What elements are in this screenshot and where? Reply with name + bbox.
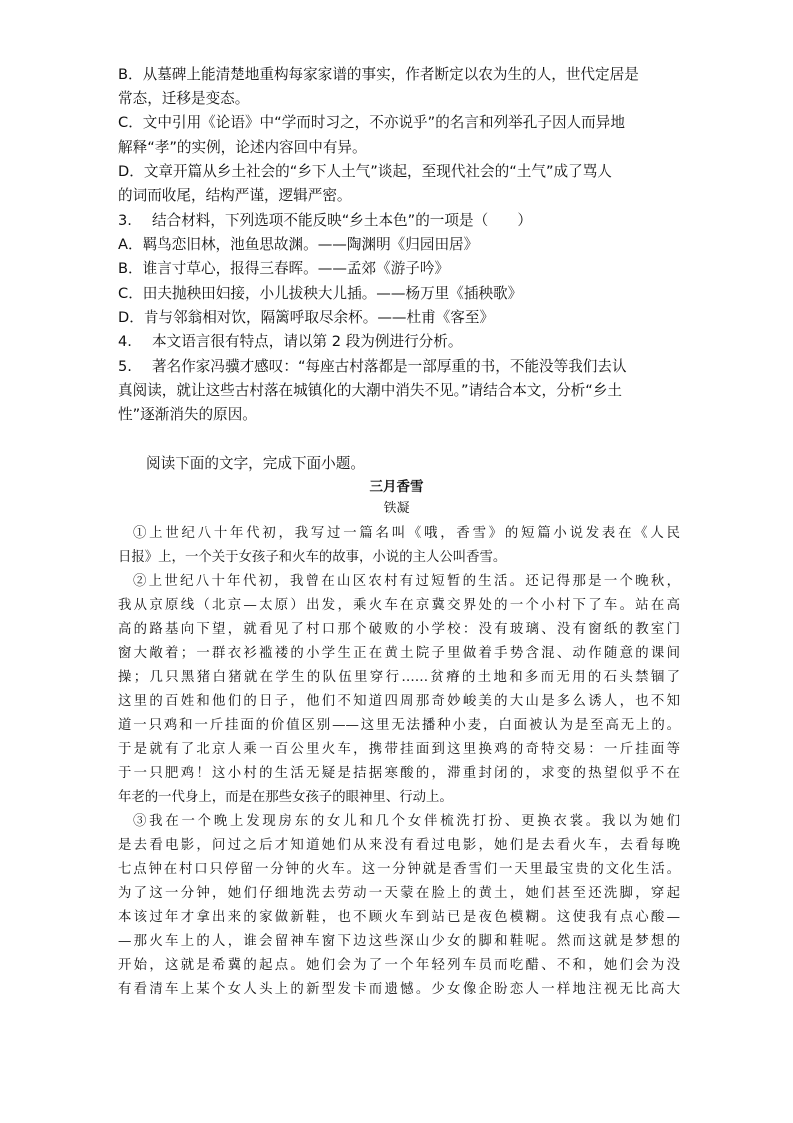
q2-option-c-line2: 解释“孝”的实例，论述内容回中有异。 (118, 139, 367, 156)
para2-line7: 道一只鸡和一斤挂面的价值区别——这里无法播种小麦，白面被认为是至高无上的。 (118, 718, 680, 733)
para2-line8: 于是就有了北京人乘一百公里火车，携带挂面到这里换鸡的奇特交易：一斤挂面等 (118, 742, 680, 757)
q5-line1 (118, 356, 627, 378)
q4-stem-text: 本文语言很有特点，请以第 2 段为例进行分析。 (152, 333, 463, 350)
para2-line2: 我从京原线（北京—太原）出发，乘火车在京冀交界处的一个小村下了车。站在高 (118, 598, 680, 613)
q2-option-d-line1: D．文章开篇从乡土社会的“乡下人土气”谈起，至现代社会的“土气”成了骂人 (118, 163, 612, 180)
para2-line5: 操；几只黑猪白猪就在学生的队伍里穿行……贫瘠的土地和多而无用的石头禁锢了 (118, 670, 680, 685)
q4-number: 4. (118, 333, 132, 350)
para2-line10: 年老的一代身上，而是在那些女孩子的眼神里、行动上。 (118, 790, 453, 805)
para3-line5: 本该过年才拿出来的家做新鞋，也不顾火车到站已是夜色模糊。这使我有点心酸— (118, 910, 680, 925)
para1-line2: 日报》上，一个关于女孩子和火车的故事，小说的主人公叫香雪。 (118, 550, 507, 565)
para3-line2: 是去看电影，问过之后才知道她们从来没有看过电影，她们是去看火车，去看每晚 (118, 838, 680, 853)
para2-line4: 窗大敞着；一群衣衫褴褛的小学生正在黄土院子里做着手势含混、动作随意的课间 (118, 646, 680, 661)
para3-line6: —那火车上的人，谁会留神车窗下边这些深山少女的脚和鞋呢。然而这就是梦想的 (118, 934, 680, 949)
q3-stem-text: 结合材料，下列选项不能反映“乡土本色”的一项是（ ） (152, 212, 532, 229)
q3-stem (118, 210, 532, 232)
q2-option-b-line1: B．从墓碑上能清楚地重构每家家谱的事实，作者断定以农为生的人，世代定居是 (118, 66, 639, 83)
article-title: 三月香雪 (369, 479, 424, 495)
q3-option-c: C．田夫抛秧田妇接，小儿拔秧大儿插。——杨万里《插秧歌》 (118, 285, 523, 302)
article-author: 铁凝 (383, 501, 410, 516)
q5-text-line1: 著名作家冯骥才感叹：“每座古村落都是一部厚重的书，不能没等我们去认 (152, 358, 627, 375)
q3-option-a: A．羁鸟恋旧林，池鱼思故渊。——陶渊明《归园田居》 (118, 236, 479, 253)
q3-option-b: B．谁言寸草心，报得三春晖。——孟郊《游子吟》 (118, 260, 450, 277)
para3-line3: 七点钟在村口只停留一分钟的火车。这一分钟就是香雪们一天里最宝贵的文化生活。 (118, 862, 680, 877)
q2-option-b-line2: 常态，迁移是变态。 (118, 90, 250, 107)
q5-line3: 性”逐渐消失的原因。 (118, 406, 257, 423)
para1-line1: ①上世纪八十年代初，我写过一篇名叫《哦，香雪》的短篇小说发表在《人民 (133, 526, 680, 541)
para3-line4: 为了这一分钟，她们仔细地洗去劳动一天蒙在脸上的黄土，她们甚至还洗脚，穿起 (118, 886, 680, 901)
q4-stem (118, 331, 462, 353)
para2-line3: 高的路基向下望，就看见了村口那个破败的小学校：没有玻璃、没有窗纸的教室门 (118, 622, 680, 637)
q2-option-d-line2: 的词而收尾，结构严谨，逻辑严密。 (118, 187, 352, 204)
q2-option-c-line1: C．文中引用《论语》中“学而时习之，不亦说乎”的名言和列举孔子因人而异地 (118, 114, 625, 131)
para2-line9: 于一只肥鸡！这小村的生活无疑是拮据寒酸的，滞重封闭的，求变的热望似乎不在 (118, 766, 680, 781)
q3-option-d: D．肯与邻翁相对饮，隔篱呼取尽余杯。——杜甫《客至》 (118, 309, 495, 326)
para3-line1: ③我在一个晚上发现房东的女儿和几个女伴梳洗打扮、更换衣裳。我以为她们 (133, 814, 680, 829)
q5-line2: 真阅读，就让这些古村落在城镇化的大潮中消失不见。”请结合本文，分析“乡土 (118, 382, 623, 399)
reading-instruction: 阅读下面的文字，完成下面小题。 (146, 455, 365, 472)
para3-line8: 有看清车上某个女人头上的新型发卡而遗憾。少女像企盼恋人一样地注视无比高大 (118, 982, 680, 997)
q3-number: 3. (118, 212, 132, 229)
para2-line1: ②上世纪八十年代初，我曾在山区农村有过短暂的生活。还记得那是一个晚秋， (133, 574, 680, 589)
q5-number: 5. (118, 358, 132, 375)
para3-line7: 开始，这就是希冀的起点。她们会为了一个年轻列车员而吃醋、不和，她们会为没 (118, 958, 680, 973)
para2-line6: 这里的百姓和他们的日子，他们不知道四周那奇妙峻美的大山是多么诱人，也不知 (118, 694, 680, 709)
